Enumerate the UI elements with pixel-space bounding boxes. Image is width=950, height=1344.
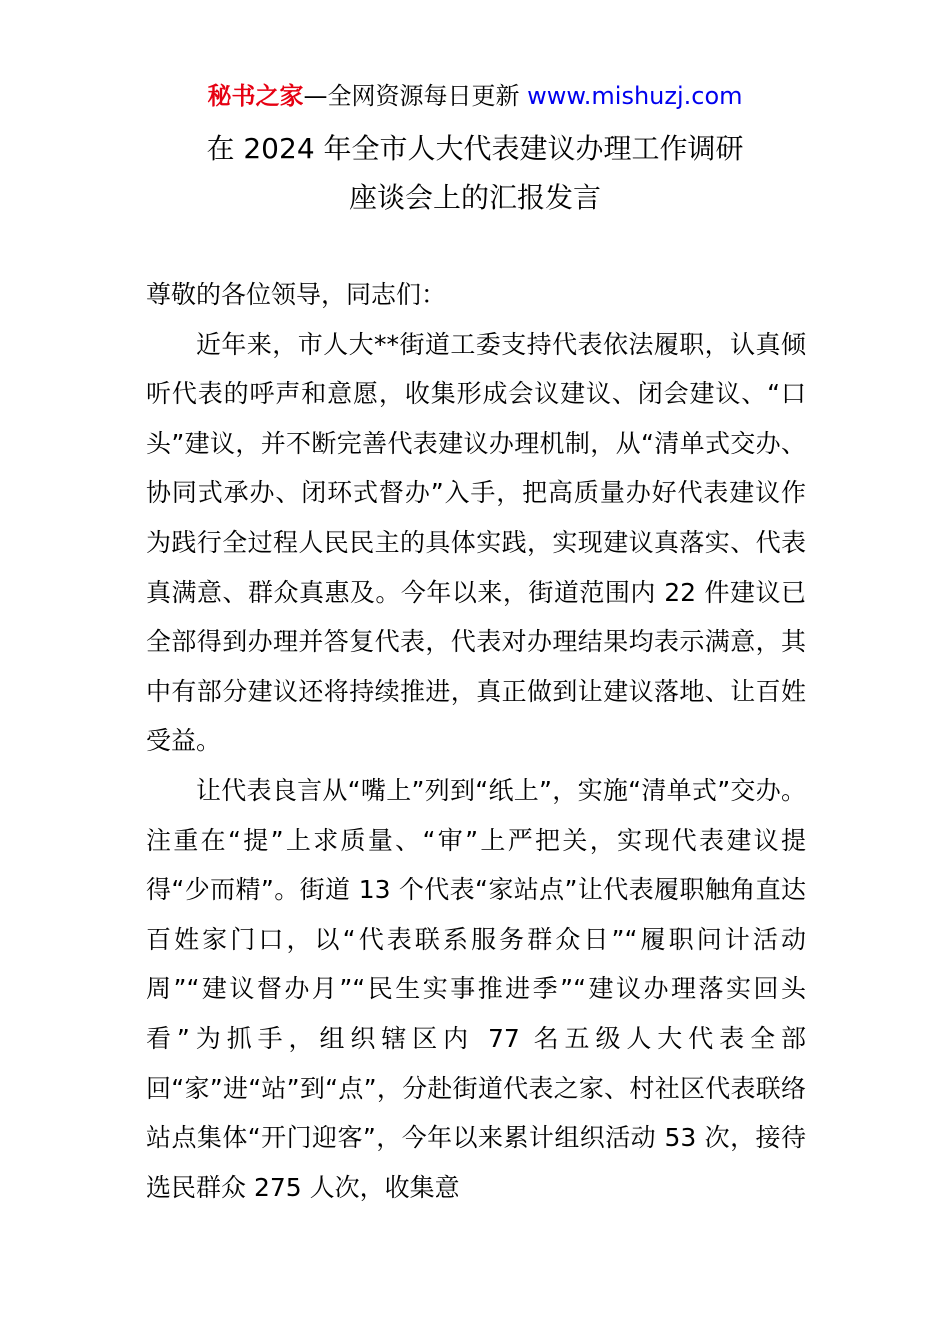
site-banner: [0, 80, 950, 112]
document-body: [146, 270, 806, 1212]
site-tagline: —全网资源每日更新: [303, 82, 528, 110]
site-url-link[interactable]: www.mishuzj.com: [527, 82, 743, 110]
body-paragraph-2: 让代表良言从“嘴上”列到“纸上”，实施“清单式”交办。注重在“提”上求质量、“审”上严把关，实现代表建议提得“少而精”。街道 13 个代表“家站点”让代表履职触角直达百姓家门口，以“代表联系服务群众日”“履职问计活动周”“建议督办月”“民生实事推进季”“建议办理落实回头看”为抓手，组织辖区内 77 名五级人大代表全部回“家”进“站”到“点”，分赴街道代表之家、村社区代表联络站点集体“开门迎客”，今年以来累计组织活动 53 次，接待选民群众 275 人次，收集意: [146, 775, 806, 1202]
salutation: 尊敬的各位领导，同志们：: [146, 280, 447, 309]
body-paragraph-1: 近年来，市人大**街道工委支持代表依法履职，认真倾听代表的呼声和意愿，收集形成会议建议、闭会建议、“口头”建议，并不断完善代表建议办理机制，从“清单式交办、协同式承办、闭环式督办”入手，把高质量办好代表建议作为践行全过程人民民主的具体实践，实现建议真落实、代表真满意、群众真惠及。今年以来，街道范围内 22 件建议已全部得到办理并答复代表，代表对办理结果均表示满意，其中有部分建议还将持续推进，真正做到让建议落地、让百姓受益。: [146, 329, 806, 756]
site-brand: 秘书之家: [207, 82, 304, 110]
document-title-line-2: 座谈会上的汇报发言: [348, 181, 601, 214]
document-title-line-1: 在 2024 年全市人大代表建议办理工作调研: [206, 132, 744, 165]
